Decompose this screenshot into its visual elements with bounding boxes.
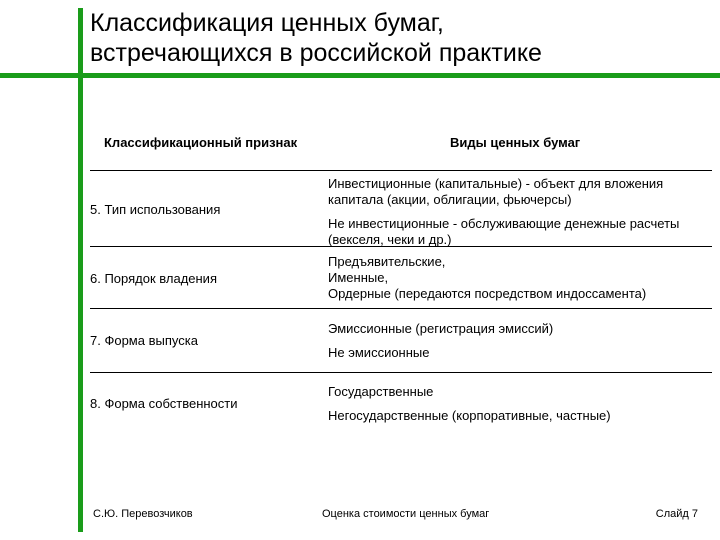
accent-horizontal-line — [0, 73, 720, 78]
type-line: Ордерные (передаются посредством индоссамента) — [328, 286, 647, 301]
table-divider — [90, 170, 712, 171]
table-row-criterion: 7. Форма выпуска — [90, 333, 198, 348]
type-line: Не инвестиционные - обслуживающие денежные расчеты — [328, 216, 680, 231]
table-divider — [90, 372, 712, 373]
type-line: Негосударственные (корпоративные, частные) — [328, 408, 611, 423]
table-row-types — [328, 176, 718, 248]
table-row-types — [328, 321, 718, 361]
footer-slide-number: Слайд 7 — [655, 508, 698, 520]
type-line: Не эмиссионные — [328, 345, 430, 360]
table-row-types — [328, 254, 718, 302]
type-line: капитала (акции, облигации, фьючерсы) — [328, 192, 572, 207]
type-line: (векселя, чеки и др.) — [328, 232, 452, 247]
accent-vertical-line — [78, 8, 83, 532]
type-line: Именные, — [328, 270, 389, 285]
slide-title — [90, 8, 710, 68]
column-header-criterion: Классификационный признак — [104, 135, 298, 150]
table-row-criterion: 6. Порядок владения — [90, 271, 217, 286]
table-row-types — [328, 384, 718, 424]
type-line: Инвестиционные (капитальные) - объект для вложения — [328, 176, 664, 191]
slide-title-line-1: Классификация ценных бумаг, — [90, 9, 444, 37]
footer-course-title: Оценка стоимости ценных бумаг — [322, 508, 490, 520]
type-line: Предъявительские, — [328, 254, 446, 269]
type-line: Государственные — [328, 384, 434, 399]
table-row-criterion: 5. Тип использования — [90, 202, 221, 217]
column-header-types: Виды ценных бумаг — [450, 135, 581, 150]
slide-title-line-2: встречающихся в российской практике — [90, 39, 542, 67]
table-divider — [90, 308, 712, 309]
table-row-criterion: 8. Форма собственности — [90, 396, 238, 411]
footer-author: С.Ю. Перевозчиков — [93, 508, 193, 520]
type-line: Эмиссионные (регистрация эмиссий) — [328, 321, 554, 336]
